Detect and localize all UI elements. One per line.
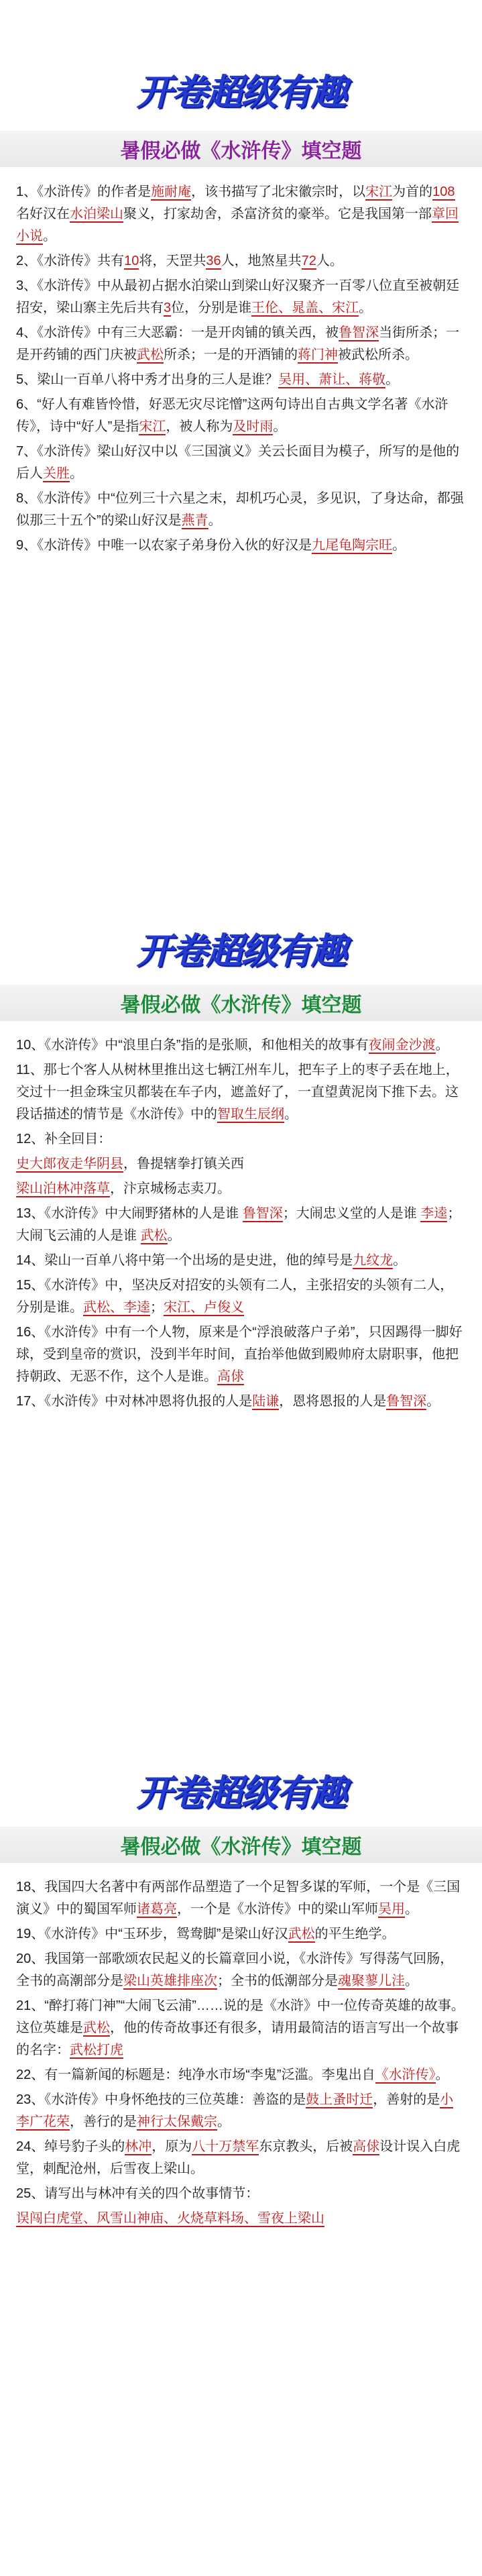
question-text: 14、梁山一百单八将中第一个出场的是史进，他的绰号是 [16,1253,353,1268]
question-item [16,2089,467,2133]
answer-text: 武松 [83,2021,110,2035]
question-text: 20、我国第一部歌颂农民起义的长篇章回小说，《水浒传》写得荡气回肠，全书的高潮部分是 [16,1951,454,1988]
section-3 [0,1727,482,2576]
question-text: ； [150,1300,164,1315]
question-item [16,1250,467,1272]
section-title: 暑假必做《水浒传》填空题 [120,140,362,163]
question-text: ，被人称为 [166,419,233,434]
section-1 [0,0,482,885]
question-text: ，原为 [152,2139,192,2154]
question-text: 。 [405,1902,418,1917]
question-text: 。 [359,301,373,315]
question-text: 3、《水浒传》中从最初占据水泊梁山到梁山好汉聚齐一百零八位直至被朝廷招安，梁山寨主先后共有 [16,278,460,315]
question-text: 。 [435,1038,449,1053]
logo-text: 开卷超级有趣 [136,71,346,113]
question-text: 。 [167,1228,181,1243]
question-item [16,1059,467,1126]
answer-text: 诸葛亮 [137,1902,177,1917]
question-text: 。 [70,466,83,481]
question-text: 8、《水浒传》中“位列三十六星之末，却机巧心灵，多见识，了身达命，都强似那三十五个”的梁山好汉是 [16,491,464,528]
answer-text: 陆谦 [252,1394,280,1409]
answer-text: 关胜 [43,466,70,481]
question-item [16,322,467,366]
answer-text: 鲁智深 [386,1394,427,1409]
answer-text: 武松打虎 [70,2043,123,2057]
question-text: 17、《水浒传》中对林冲恩将仇报的人是 [16,1394,253,1409]
answer-text: 鼓上蚤时迁 [306,2092,373,2107]
question-text: 16、《水浒传》中有一个人物，原来是个“浮浪破落户子弟”，只因踢得一脚好球，受到皇帝的赏识，没到半年时间，直抬举他做到殿帅府太尉职事，他把持朝政、无恶不作，这个人是谁。 [16,1325,463,1384]
question-text: 的平生绝学。 [314,1927,396,1941]
question-item [16,1275,467,1319]
question-text: ；大闹忠义堂的人是谁 [282,1206,421,1221]
question-text: 24、绰号豹子头的 [16,2139,125,2154]
logo-text: 开卷超级有趣 [136,930,346,972]
answer-text: 九尾龟陶宗旺 [312,538,393,553]
question-text: 当街所杀；一是开药铺的西门庆被 [16,325,460,362]
question-text: 5、梁山一百单八将中秀才出身的三人是谁？ [16,372,279,387]
answer-text: 李逵 [420,1206,448,1221]
question-text: 11、那七个客人从树林里推出这七辆江州车儿，把车子上的枣子丢在地上，交过十一担金珠宝贝都装在车子内，遮盖好了，一直望黄泥岗下推下去。这段话描述的情节是《水浒传》中的 [16,1063,459,1122]
answer-text: 九纹龙 [353,1253,394,1268]
question-item [16,1391,467,1413]
question-text: 25、请写出与林冲有关的四个故事情节： [16,2186,259,2201]
question-text: ，恩将恩报的人是 [279,1394,387,1409]
question-text: 13、《水浒传》中大闹野猪林的人是谁 [16,1206,243,1221]
section-title: 暑假必做《水浒传》填空题 [120,1835,362,1859]
question-text: 东京教头，后被 [259,2139,353,2154]
question-text: ，汴京城杨志卖刀。 [110,1181,231,1196]
answer-text: 施耐庵 [151,184,192,199]
answer-text: 史大郎夜走华阴县 [16,1157,123,1171]
answer-text: 章回小说 [16,207,459,244]
question-item [16,1948,467,1992]
question-text: ；大闹飞云浦的人是谁 [16,1206,461,1243]
question-text: ，善行的是 [70,2114,137,2129]
question-text: 21、“醉打蒋门神”“大闹飞云浦”……说的是《水浒》中一位传奇英雄的故事。这位英雄是 [16,1998,465,2035]
question-text: 18、我国四大名著中有两部作品塑造了一个足智多谋的军师，一个是《三国演义》中的蜀国军师 [16,1880,461,1917]
question-text: ；全书的低潮部分是 [217,1974,338,1988]
answer-text: 智取生辰纲 [217,1107,284,1122]
question-text: 。 [208,513,222,528]
answer-text: 魂聚蓼儿洼 [338,1974,405,1988]
answer-text: 王伦、晁盖、宋江 [251,301,359,315]
answer-text: 吴用 [378,1902,405,1917]
answer-text: 宋江 [139,419,166,434]
question-item [16,535,467,557]
question-item [16,394,467,438]
question-text: 。 [273,419,287,434]
question-text: 2、《水浒传》共有 [16,254,125,268]
logo-text: 开卷超级有趣 [136,1772,346,1814]
answer-text: 10 [124,254,139,268]
question-text: ，一个是《水浒传》中的梁山军师 [177,1902,378,1917]
question-text: 19、《水浒传》中“玉环步，鸳鸯脚”是梁山好汉 [16,1927,288,1941]
answer-text: 蒋门神 [298,347,338,362]
question-text: 9、《水浒传》中唯一以农家子弟身份入伙的好汉是 [16,538,312,553]
question-item [16,181,467,248]
question-item [16,250,467,272]
question-item [16,2136,467,2180]
question-text: 。 [435,2068,449,2082]
question-text: 6、“好人有难皆怜惜，好恶无灾尽诧憎”这两句诗出自古典文学名著《水浒传》，诗中“好人”是指 [16,397,448,434]
question-text: ，善射的是 [373,2092,440,2107]
answer-text: 梁山泊林冲落草 [16,1181,110,1196]
answer-text: 神行太保戴宗 [137,2114,217,2129]
question-list [16,1876,467,2233]
question-text: 。 [385,372,400,387]
answer-text: 武松 [137,347,164,362]
question-text: 12、补全回目： [16,1132,112,1146]
question-text: 为首的 [392,184,433,199]
question-text: 聚义，打家劫舍，杀富济贫的豪举。它是我国第一部 [123,207,432,221]
question-text: 1、《水浒传》的作者是 [16,184,152,199]
question-item [16,1153,467,1175]
question-text: 。 [426,1394,440,1409]
question-text: 。 [405,1974,418,1988]
question-item [16,2183,467,2205]
question-item [16,488,467,532]
question-list [16,181,467,559]
question-text: 。 [43,229,56,244]
answer-text: 武松 [140,1228,168,1243]
answer-text: 鲁智深 [339,325,379,340]
question-item [16,1178,467,1200]
answer-text: 梁山英雄排座次 [123,1974,217,1988]
answer-text: 3 [164,301,172,315]
answer-text: 高俅 [217,1369,244,1384]
answer-text: 宋江、卢俊义 [164,1300,244,1315]
answer-text: 108 [432,184,455,199]
answer-text: 宋江 [365,184,393,199]
question-text: 22、有一篇新闻的标题是：纯净水市场“李鬼”泛滥。李鬼出自 [16,2068,375,2082]
question-text: ，鲁提辖拳打镇关西 [123,1157,244,1171]
answer-text: 燕青 [181,513,208,528]
question-text: 。 [393,1253,407,1268]
answer-text: 夜闹金沙渡 [368,1038,436,1053]
answer-text: 吴用、萧让、蒋敬 [278,372,386,387]
question-item [16,1322,467,1388]
question-text: ，该书描写了北宋徽宗时，以 [191,184,366,199]
answer-text: 林冲 [125,2139,152,2154]
question-text: 人，地煞星共 [221,254,302,268]
question-text: 被武松所杀。 [338,347,418,362]
question-text: 设计误入白虎堂，刺配沧州，后雪夜上梁山。 [16,2139,461,2176]
question-text: 15、《水浒传》中，坚决反对招安的头领有二人，主张招安的头领有二人，分别是谁。 [16,1278,454,1315]
question-item [16,2208,467,2230]
question-item [16,1128,467,1150]
answer-text: 小李广花荣 [16,2092,454,2129]
section-2 [0,885,482,1727]
question-text: 。 [392,538,406,553]
question-item [16,2064,467,2086]
question-item [16,1923,467,1945]
question-text: 7、《水浒传》梁山好汉中以《三国演义》关云长面目为模子，所写的是他的后人 [16,444,460,481]
question-text: 4、《水浒传》中有三大恶霸：一是开肉铺的镇关西，被 [16,325,339,340]
answer-text: 36 [206,254,221,268]
answer-text: 高俅 [353,2139,380,2154]
answer-text: 误闯白虎堂、风雪山神庙、火烧草料场、雪夜上梁山 [16,2211,324,2226]
question-item [16,275,467,319]
answer-text: 八十万禁军 [192,2139,259,2154]
question-item [16,1203,467,1247]
section-title: 暑假必做《水浒传》填空题 [120,994,362,1017]
question-text: 名好汉在 [16,207,70,221]
answer-text: 武松、李逵 [83,1300,150,1315]
question-text: 。 [284,1107,298,1122]
answer-text: 鲁智深 [242,1206,283,1221]
answer-text: 《水浒传》 [375,2068,436,2082]
question-text: 23、《水浒传》中身怀绝技的三位英雄：善盗的是 [16,2092,306,2107]
question-text: 10、《水浒传》中“浪里白条”指的是张顺，和他相关的故事有 [16,1038,369,1053]
question-list [16,1034,467,1415]
question-item [16,369,467,391]
answer-text: 及时雨 [233,419,274,434]
answer-text: 水泊梁山 [70,207,123,221]
answer-text: 武松 [288,1927,315,1941]
question-item [16,1995,467,2061]
question-text: ，他的传奇故事还有很多，请用最简洁的语言写出一个故事的名字： [16,2021,459,2057]
question-text: 。 [217,2114,231,2129]
question-text: 将，天罡共 [139,254,206,268]
question-text: 人。 [316,254,343,268]
question-text: 位，分别是谁 [171,301,252,315]
answer-text: 72 [301,254,316,268]
question-text: 所杀；一是的开酒铺的 [164,347,298,362]
question-item [16,441,467,485]
question-item [16,1876,467,1921]
question-item [16,1034,467,1057]
